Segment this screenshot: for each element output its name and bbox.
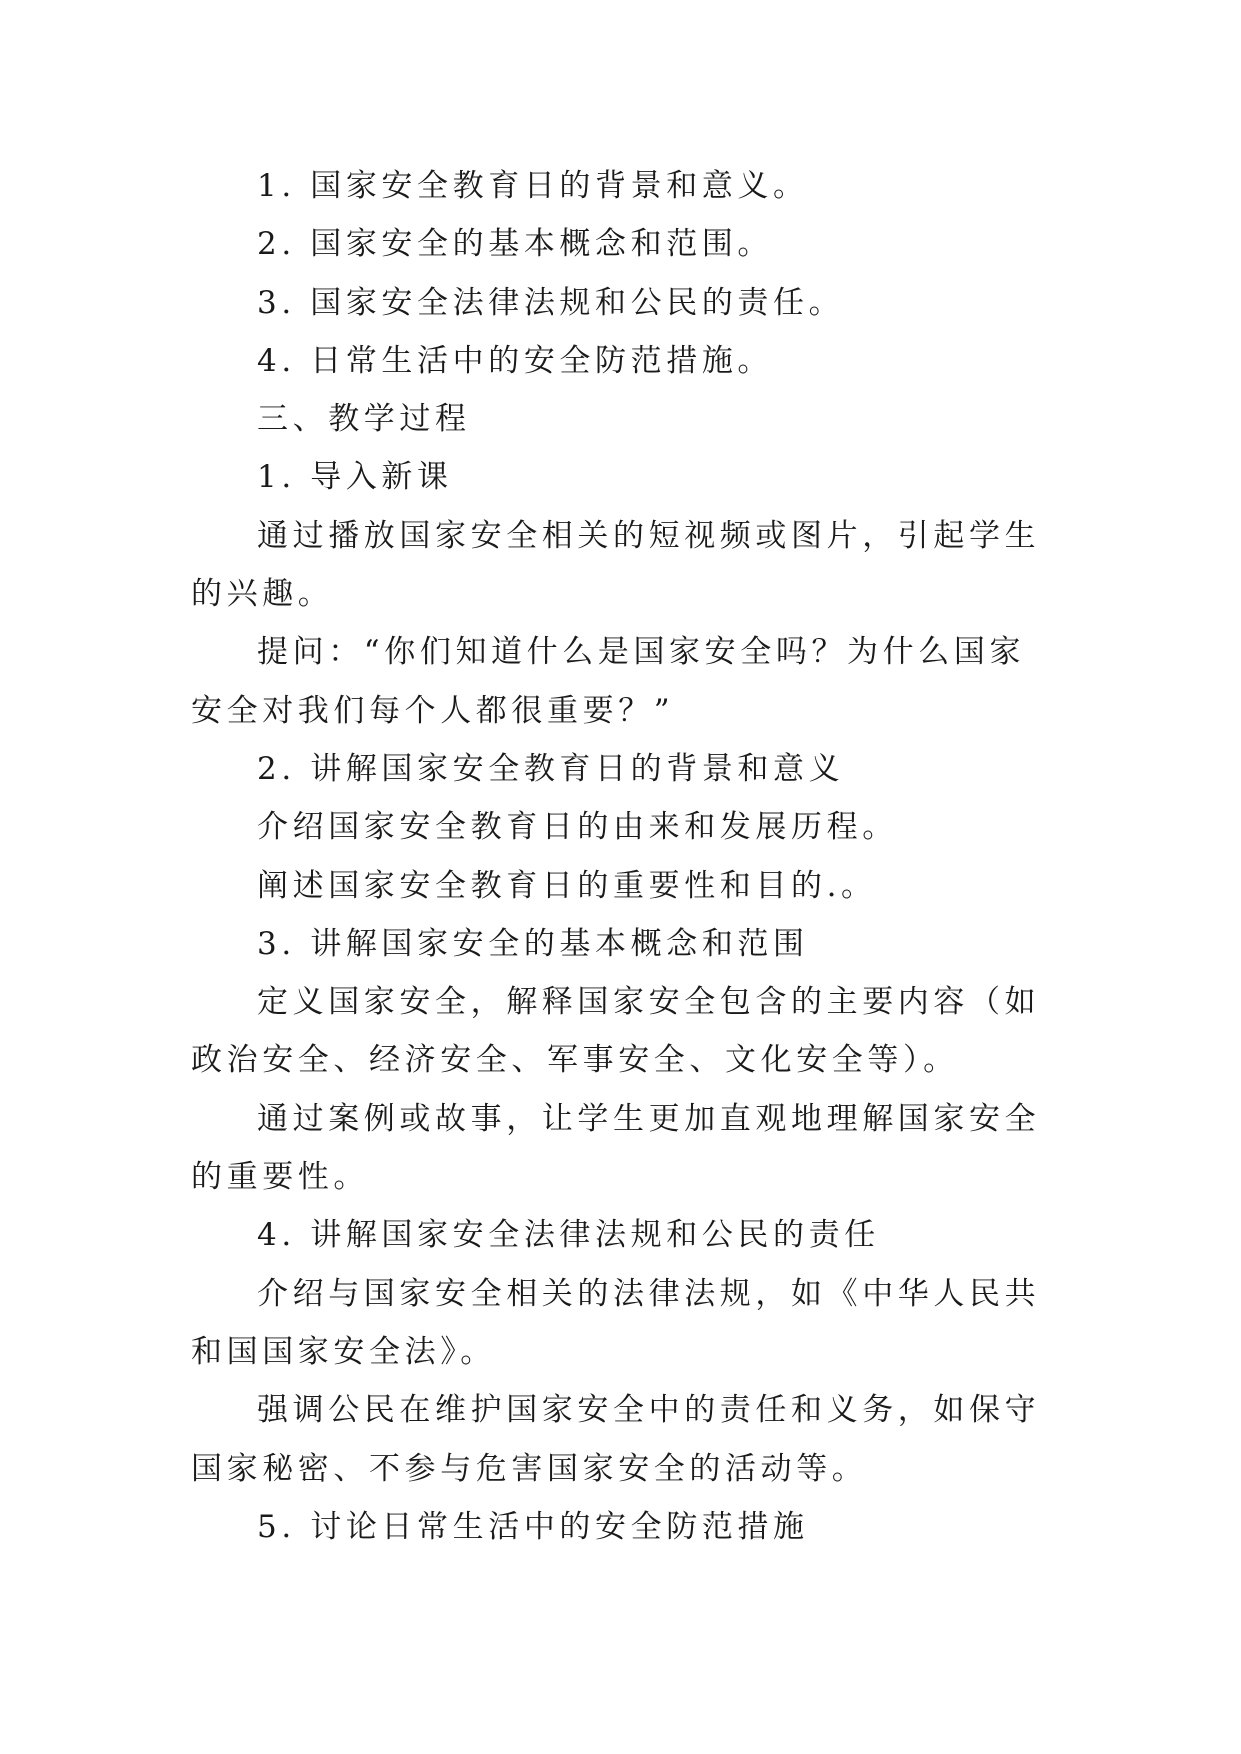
paragraph: 4. 日常生活中的安全防范措施。 — [257, 342, 774, 379]
paragraph: 强调公民在维护国家安全中的责任和义务，如保守国家秘密、不参与危害国家安全的活动等。 — [191, 1392, 1041, 1487]
paragraph: 3. 国家安全法律法规和公民的责任。 — [257, 284, 845, 321]
document-body — [191, 157, 1053, 1556]
paragraph: 3. 讲解国家安全的基本概念和范围 — [257, 925, 809, 962]
paragraph: 介绍国家安全教育日的由来和发展历程。 — [257, 809, 898, 846]
paragraph: 5. 讨论日常生活中的安全防范措施 — [257, 1508, 809, 1545]
paragraph: 1. 导入新课 — [257, 459, 453, 496]
paragraph: 提问：“你们知道什么是国家安全吗？为什么国家安全对我们每个人都很重要？” — [191, 634, 1026, 729]
paragraph: 定义国家安全，解释国家安全包含的主要内容（如政治安全、经济安全、军事安全、文化安全等）。 — [191, 984, 1041, 1079]
section-heading: 三、教学过程 — [257, 401, 471, 438]
paragraph: 4. 讲解国家安全法律法规和公民的责任 — [257, 1217, 880, 1254]
paragraph: 阐述国家安全教育日的重要性和目的.。 — [257, 867, 877, 904]
paragraph: 2. 讲解国家安全教育日的背景和意义 — [257, 750, 845, 787]
paragraph: 通过案例或故事，让学生更加直观地理解国家安全的重要性。 — [191, 1100, 1041, 1196]
paragraph: 通过播放国家安全相关的短视频或图片，引起学生的兴趣。 — [191, 517, 1041, 613]
paragraph: 2. 国家安全的基本概念和范围。 — [257, 226, 774, 263]
paragraph: 介绍与国家安全相关的法律法规，如《中华人民共和国国家安全法》。 — [191, 1275, 1041, 1370]
paragraph: 1. 国家安全教育日的背景和意义。 — [257, 168, 809, 204]
